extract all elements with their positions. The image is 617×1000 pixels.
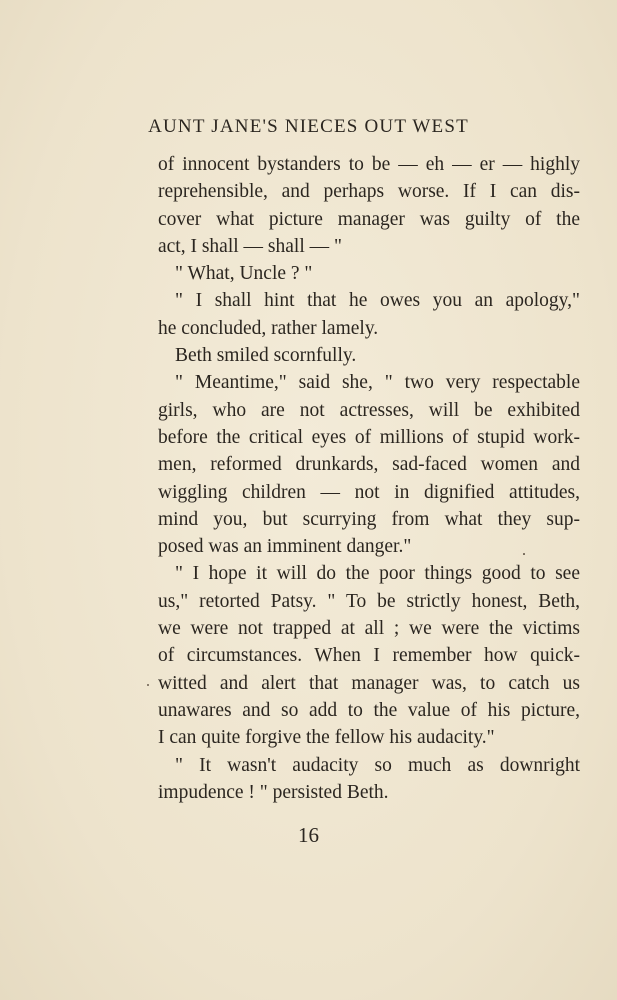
text-line: reprehensible, and perhaps worse. If I can dis- [158, 181, 580, 203]
text-line: of innocent bystanders to be — eh — er — highly [158, 154, 580, 175]
text-line: before the critical eyes of millions of stupid work- [158, 426, 580, 448]
running-head: AUNT JANE'S NIECES OUT WEST [148, 116, 469, 137]
text-line: act, I shall — shall — " [158, 235, 342, 257]
text-line: " I shall hint that he owes you an apology," [175, 290, 580, 312]
paper-speck [523, 553, 525, 555]
text-line: us," retorted Patsy. " To be strictly honest, Beth, [158, 590, 580, 612]
page-number: 16 [298, 823, 319, 847]
text-line: of circumstances. When I remember how quick- [158, 645, 580, 667]
text-line: men, reformed drunkards, sad-faced women and [158, 454, 580, 476]
paper-speck [147, 684, 149, 686]
text-line: witted and alert that manager was, to catch us [158, 672, 580, 694]
text-line: Beth smiled scornfully. [175, 345, 357, 367]
text-line: posed was an imminent danger." [158, 536, 412, 558]
text-line: impudence ! " persisted Beth. [158, 781, 389, 803]
text-line: I can quite forgive the fellow his audacity." [158, 727, 495, 749]
text-line: wiggling children — not in dignified attitudes, [158, 481, 580, 503]
text-line: we were not trapped at all ; we were the victims [158, 618, 580, 640]
text-line: " I hope it will do the poor things good to see [175, 563, 580, 585]
text-line: unawares and so add to the value of his picture, [158, 699, 580, 721]
text-line: girls, who are not actresses, will be exhibited [158, 399, 580, 421]
body-text [158, 151, 580, 806]
text-line: he concluded, rather lamely. [158, 317, 379, 339]
text-line: " What, Uncle ? " [175, 263, 313, 285]
text-line: mind you, but scurrying from what they sup- [158, 508, 580, 530]
text-line: " Meantime," said she, " two very respectable [175, 372, 580, 394]
text-line: cover what picture manager was guilty of the [158, 208, 580, 230]
text-line: " It wasn't audacity so much as downright [175, 754, 580, 776]
